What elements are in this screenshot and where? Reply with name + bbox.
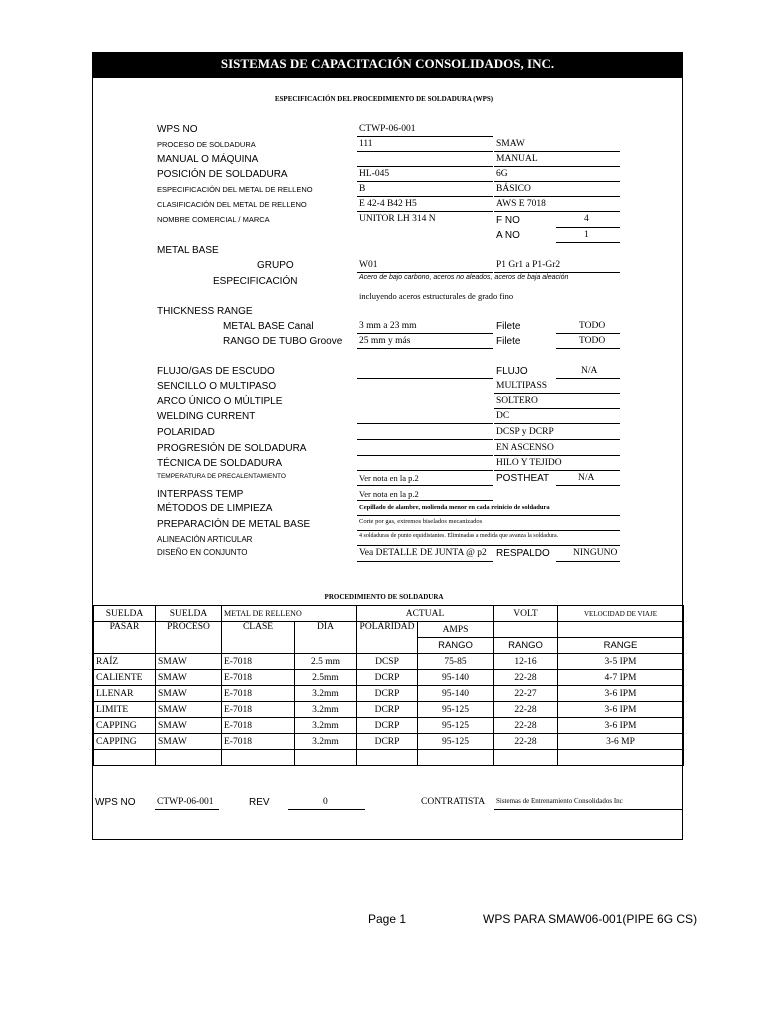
header-amps: AMPS	[418, 622, 494, 638]
cell-polarity: DCRP	[357, 702, 418, 718]
metal-base-canal-value: 3 mm a 23 mm	[359, 321, 417, 331]
tubo-value: 25 mm y más	[359, 336, 411, 346]
header-dia: DÍA	[295, 622, 357, 654]
cell-class: E-7018	[222, 654, 295, 670]
cell-amps: 95-125	[418, 718, 494, 734]
cell-pass: CAPPING	[94, 734, 156, 750]
header-polaridad: POLARIDAD	[357, 622, 418, 654]
f-no-label: F NO	[496, 215, 520, 226]
header-volt-blank	[494, 622, 558, 638]
postheat-value: N/A	[578, 473, 595, 483]
diseno-label: DISEÑO EN CONJUNTO	[157, 548, 248, 557]
nombre-value: UNITOR LH 314 N	[359, 214, 436, 224]
cell-amps: 95-125	[418, 702, 494, 718]
cell-class: E-7018	[222, 734, 295, 750]
cell-polarity: DCRP	[357, 718, 418, 734]
header-amps-rango: RANGO	[418, 638, 494, 654]
rev-value: 0	[323, 797, 328, 807]
header-speed-range: RANGE	[558, 638, 684, 654]
procedure-title: PROCEDIMIENTO DE SOLDADURA	[324, 593, 444, 601]
cell-speed: 3-6 IPM	[558, 686, 684, 702]
respaldo-label: RESPALDO	[496, 548, 550, 559]
tecnica-value: HILO Y TEJIDO	[496, 458, 562, 468]
cell-diameter: 2.5 mm	[295, 654, 357, 670]
table-row	[94, 670, 684, 686]
cell-amps: 95-140	[418, 686, 494, 702]
cell-pass: CALIENTE	[94, 670, 156, 686]
flujo-gas-label: FLUJO/GAS DE ESCUDO	[157, 366, 275, 377]
filete-value-2: TODO	[579, 336, 606, 346]
bottom-wps-no-label: WPS NO	[95, 797, 136, 808]
document-reference: WPS PARA SMAW06-001(PIPE 6G CS)	[483, 912, 698, 926]
interpass-label: INTERPASS TEMP	[157, 489, 244, 500]
cell-volts: 22-28	[494, 718, 558, 734]
proceso-value: SMAW	[496, 139, 525, 149]
cell-diameter: 3.2mm	[295, 718, 357, 734]
metal-base-label: METAL BASE	[157, 245, 219, 256]
alineacion-value: 4 soldaduras de punto equidistantes. Eliminadas a medida que avanza la soldadura.	[359, 533, 559, 539]
cell-volts: 22-28	[494, 702, 558, 718]
header-volt: VOLT	[494, 606, 558, 622]
nombre-label: NOMBRE COMERCIAL / MARCA	[157, 215, 270, 224]
header-clase: CLASE	[222, 622, 295, 654]
clasif-code: E 42-4 B42 H5	[359, 199, 417, 209]
cell-speed: 3-6 IPM	[558, 718, 684, 734]
sencillo-label: SENCILLO O MULTIPASO	[157, 381, 277, 392]
cell-process: SMAW	[156, 702, 222, 718]
cell-amps: 75-85	[418, 654, 494, 670]
page-number: Page 1	[368, 912, 407, 926]
especificacion-line-1: Acero de bajo carbono, aceros no aleados, aceros de baja aleación	[359, 274, 569, 281]
table-header-row-1	[94, 606, 684, 622]
cell-pass: LLENAR	[94, 686, 156, 702]
interpass-value: Ver nota en la p.2	[359, 489, 419, 499]
table-header-row-2	[94, 622, 684, 638]
cell-speed: 3-6 IPM	[558, 702, 684, 718]
cell-diameter: 3.2mm	[295, 686, 357, 702]
table-row	[94, 686, 684, 702]
contratista-label: CONTRATISTA	[421, 797, 486, 807]
preparacion-label: PREPARACIÓN DE METAL BASE	[157, 519, 311, 530]
manual-label: MANUAL O MÁQUINA	[157, 154, 259, 165]
grupo-label: GRUPO	[257, 260, 294, 271]
limpieza-label: MÉTODOS DE LIMPIEZA	[157, 503, 273, 514]
table-row	[94, 702, 684, 718]
cell-speed: 3-5 IPM	[558, 654, 684, 670]
wps-no-label: WPS NO	[157, 124, 198, 135]
cell-polarity: DCRP	[357, 734, 418, 750]
cell-class: E-7018	[222, 670, 295, 686]
cell-diameter: 3.2mm	[295, 702, 357, 718]
flujo-label: FLUJO	[496, 366, 528, 377]
header-actual: ACTUAL	[357, 606, 494, 622]
posicion-label: POSICIÓN DE SOLDADURA	[157, 169, 288, 180]
temp-value: Ver nota en la p.2	[359, 473, 419, 483]
filete-value-1: TODO	[579, 321, 606, 331]
cell-volts: 22-28	[494, 670, 558, 686]
cell-pass: CAPPING	[94, 718, 156, 734]
f-no-value: 4	[584, 214, 589, 224]
cell-speed: 3-6 MP	[558, 734, 684, 750]
grupo-code: W01	[359, 260, 378, 270]
table-row	[94, 654, 684, 670]
filete-label-1: Filete	[496, 321, 521, 332]
cell-volts: 22-27	[494, 686, 558, 702]
cell-process: SMAW	[156, 734, 222, 750]
current-value: DC	[496, 411, 510, 421]
table-row	[94, 734, 684, 750]
wps-no-value: CTWP-06-001	[359, 124, 416, 134]
especificacion-line-2: incluyendo aceros estructurales de grado fino	[359, 291, 514, 301]
a-no-label: A NO	[496, 230, 520, 241]
procedure-table	[93, 605, 684, 766]
header-metal-relleno: METAL DE RELLENO	[222, 606, 357, 622]
header-suelda-2: SUELDA	[156, 606, 222, 622]
polaridad-label: POLARIDAD	[157, 427, 215, 438]
header-velocidad: VELOCIDAD DE VIAJE	[558, 606, 684, 622]
a-no-value: 1	[584, 230, 589, 240]
temp-label: TEMPERATURA DE PRECALENTAMIENTO	[157, 473, 286, 480]
espec-metal-label: ESPECIFICACIÓN DEL METAL DE RELLENO	[157, 185, 313, 194]
respaldo-value: NINGUNO	[573, 548, 618, 558]
cell-process: SMAW	[156, 654, 222, 670]
cell-amps: 95-140	[418, 670, 494, 686]
polaridad-value: DCSP y DCRP	[496, 427, 554, 437]
contratista-value: Sistemas de Entrenamiento Consolidados Inc	[496, 797, 623, 805]
header-suelda-1: SUELDA	[94, 606, 156, 622]
preparacion-value: Corte por gas, extremos biselados mecanizados	[359, 518, 483, 525]
cell-volts: 12-16	[494, 654, 558, 670]
manual-value: MANUAL	[496, 154, 538, 164]
cell-class: E-7018	[222, 702, 295, 718]
clasif-label: CLASIFICACIÓN DEL METAL DE RELLENO	[157, 200, 307, 209]
cell-pass: LIMITE	[94, 702, 156, 718]
cell-class: E-7018	[222, 686, 295, 702]
table-row	[94, 718, 684, 734]
cell-amps: 95-125	[418, 734, 494, 750]
cell-speed: 4-7 IPM	[558, 670, 684, 686]
metal-base-canal-label: METAL BASE Canal	[223, 321, 314, 332]
cell-process: SMAW	[156, 686, 222, 702]
cell-polarity: DCRP	[357, 686, 418, 702]
progresion-label: PROGRESIÓN DE SOLDADURA	[157, 443, 307, 454]
table-blank-row	[94, 750, 684, 766]
progresion-value: EN ASCENSO	[496, 443, 554, 453]
tecnica-label: TÉCNICA DE SOLDADURA	[157, 458, 283, 469]
cell-process: SMAW	[156, 670, 222, 686]
cell-polarity: DCRP	[357, 670, 418, 686]
arco-label: ARCO ÚNICO O MÚLTIPLE	[157, 396, 283, 407]
cell-volts: 22-28	[494, 734, 558, 750]
diseno-value: Vea DETALLE DE JUNTA @ p2	[359, 548, 487, 558]
company-title: SISTEMAS DE CAPACITACIÓN CONSOLIDADOS, INC.	[92, 52, 683, 78]
bottom-wps-no-value: CTWP-06-001	[157, 797, 214, 807]
cell-diameter: 2.5mm	[295, 670, 357, 686]
document-title: ESPECIFICACIÓN DEL PROCEDIMIENTO DE SOLDADURA (WPS)	[274, 95, 494, 103]
sencillo-value: MULTIPASS	[496, 381, 548, 391]
especificacion-label: ESPECIFICACIÓN	[213, 276, 298, 287]
espec-metal-value: BÁSICO	[496, 184, 531, 194]
current-label: WELDING CURRENT	[157, 411, 256, 422]
tubo-label: RANGO DE TUBO Groove	[223, 336, 343, 347]
header-volt-rango: RANGO	[494, 638, 558, 654]
cell-pass: RAÍZ	[94, 654, 156, 670]
flujo-value: N/A	[581, 366, 598, 376]
cell-class: E-7018	[222, 718, 295, 734]
postheat-label: POSTHEAT	[496, 473, 550, 484]
clasif-value: AWS E 7018	[496, 199, 546, 209]
cell-process: SMAW	[156, 718, 222, 734]
arco-value: SOLTERO	[496, 396, 538, 406]
proceso-number: 111	[359, 139, 373, 149]
posicion-value: 6G	[496, 169, 508, 179]
espec-metal-code: B	[359, 184, 366, 194]
grupo-value: P1 Gr1 a P1-Gr2	[496, 260, 561, 270]
filete-label-2: Filete	[496, 336, 521, 347]
thickness-label: THICKNESS RANGE	[157, 306, 253, 317]
limpieza-value: Cepillado de alambre, molienda menor en cada reinicio de soldadura	[359, 504, 550, 511]
alineacion-label: ALINEACIÓN ARTICULAR	[157, 535, 253, 544]
cell-diameter: 3.2mm	[295, 734, 357, 750]
header-speed-blank	[558, 622, 684, 638]
cell-polarity: DCSP	[357, 654, 418, 670]
posicion-code: HL-045	[359, 169, 390, 179]
proceso-label: PROCESO DE SOLDADURA	[157, 140, 256, 149]
rev-label: REV	[249, 797, 270, 808]
header-pasar: PASAR	[94, 622, 156, 654]
header-proceso: PROCESO	[156, 622, 222, 654]
